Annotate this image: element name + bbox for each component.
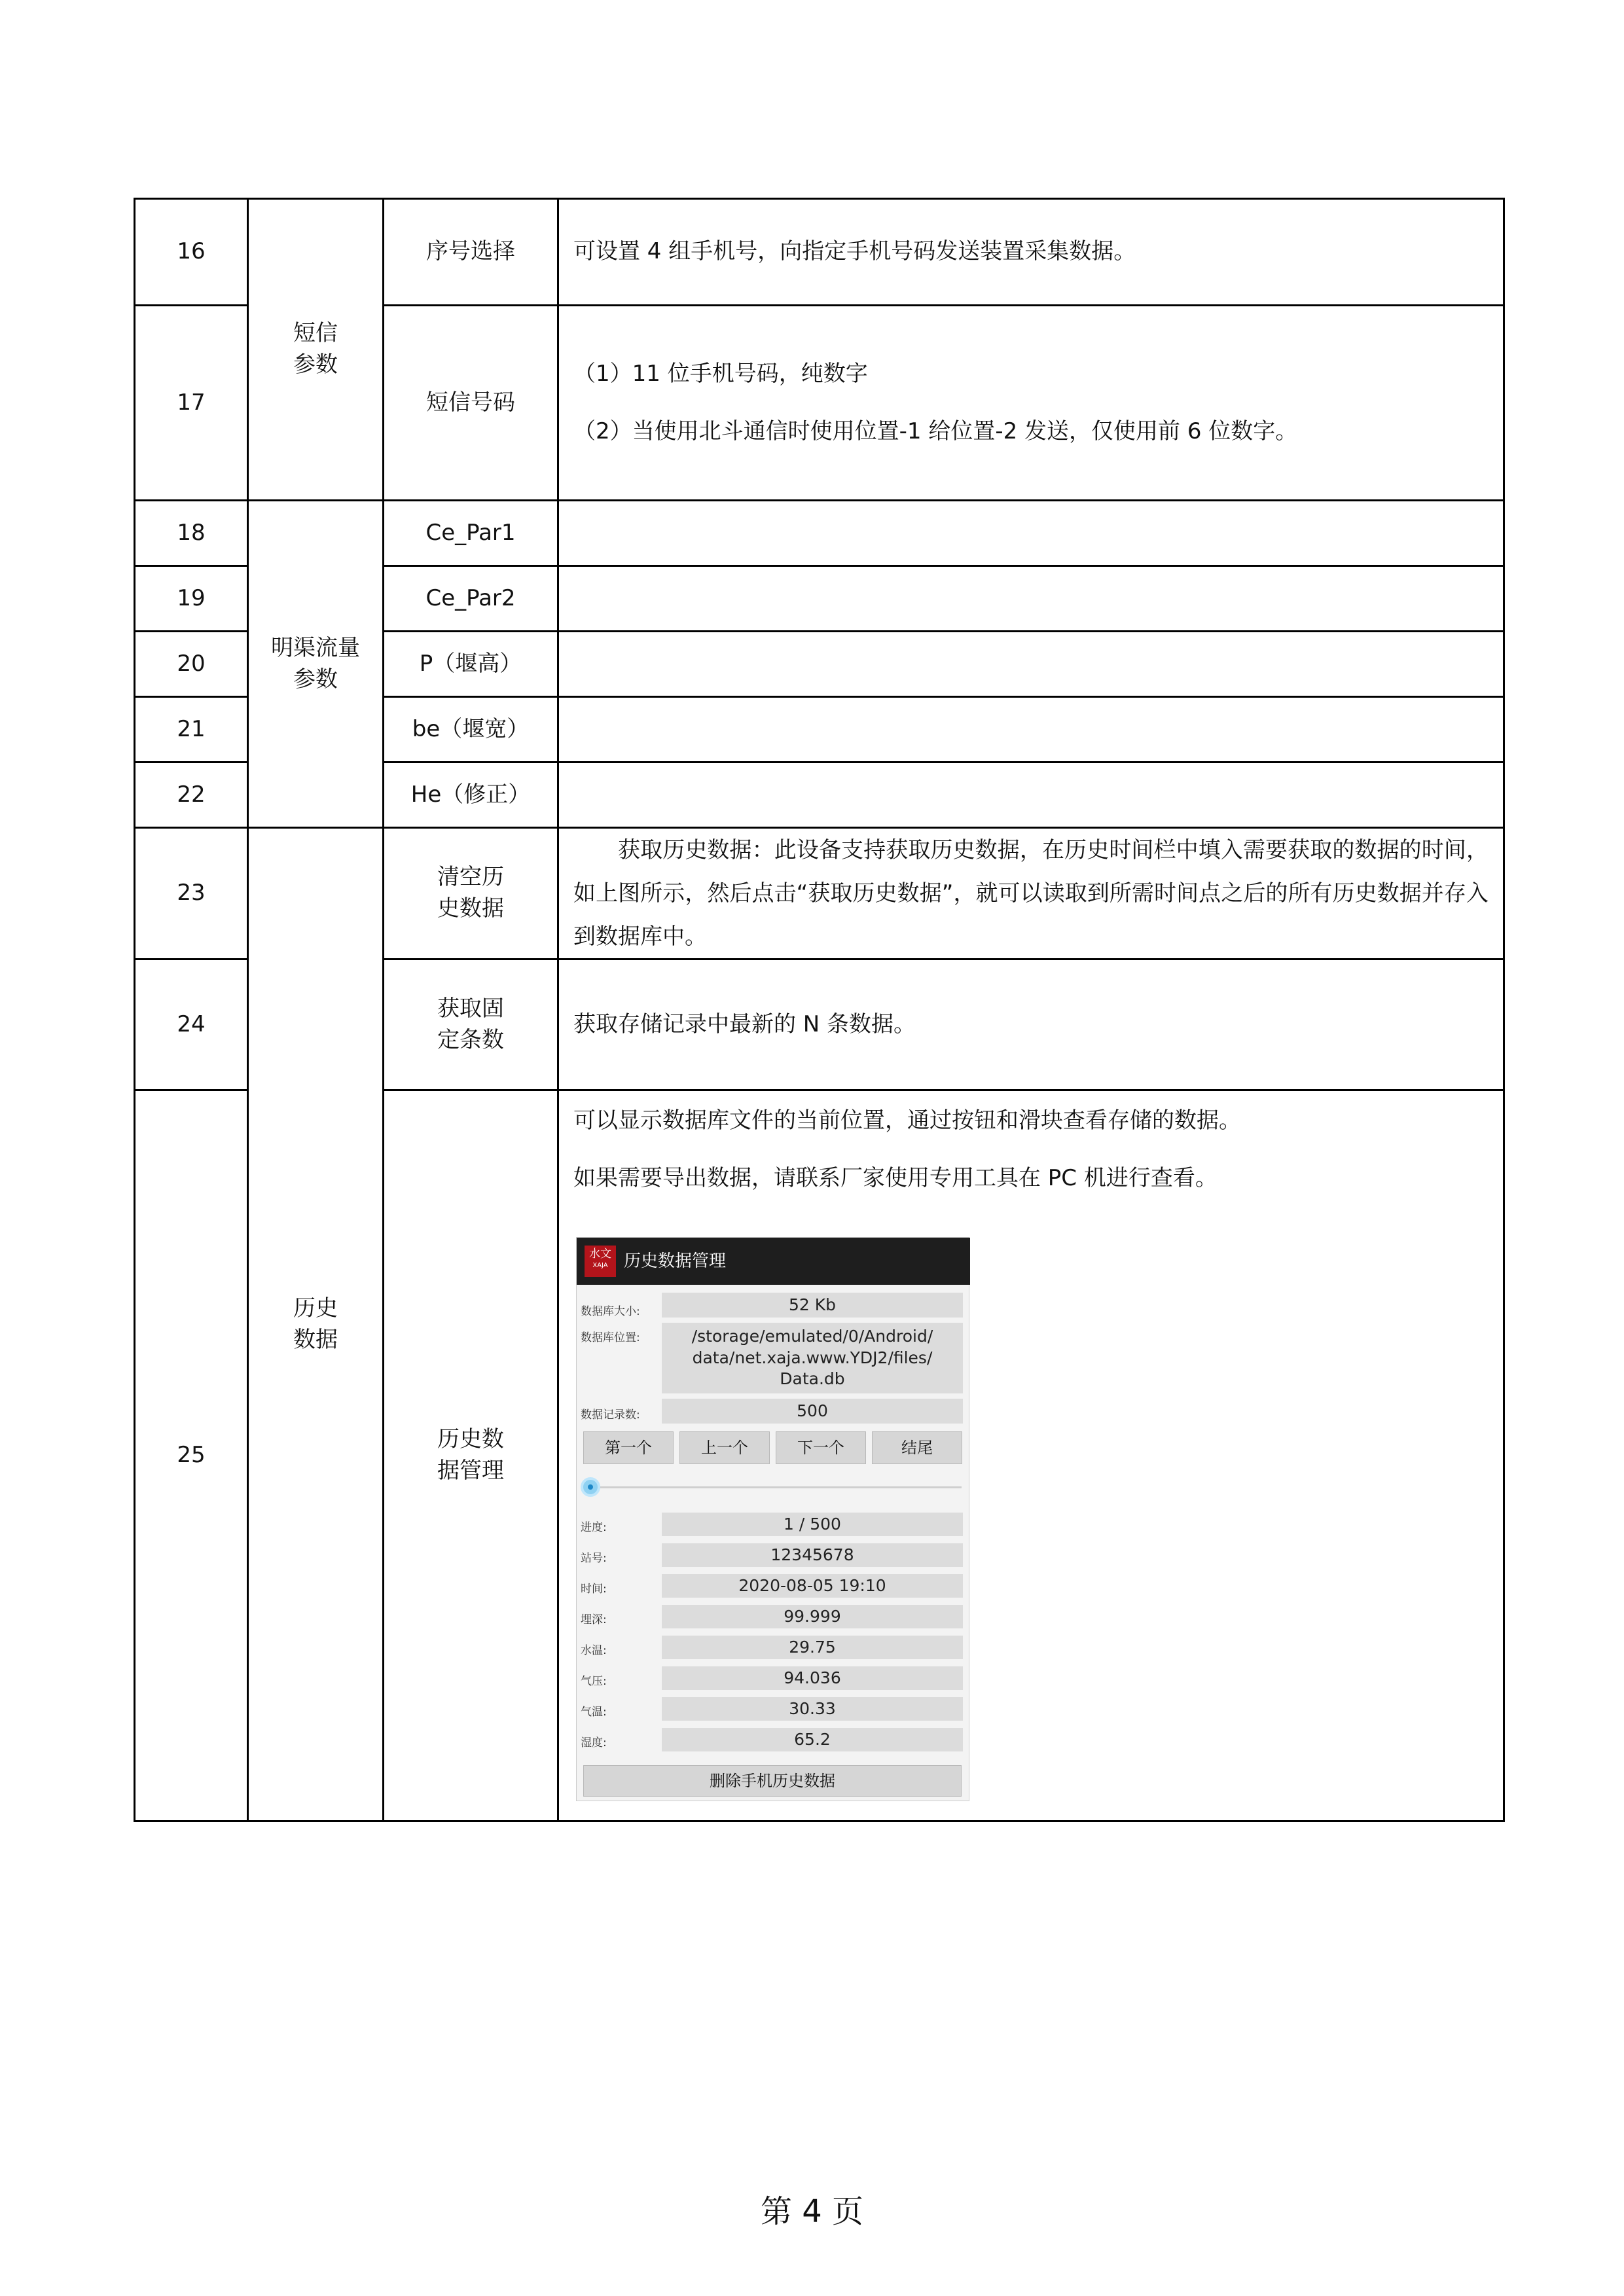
param-description (558, 828, 1504, 960)
row-number: 19 (135, 566, 248, 632)
param-description (558, 762, 1504, 828)
desc-line: 如果需要导出数据，请联系厂家使用专用工具在 PC 机进行查看。 (573, 1164, 1218, 1191)
param-description (558, 501, 1504, 566)
record-count-label: 数据记录数: (581, 1408, 640, 1422)
param-description (558, 632, 1504, 697)
param-name-line: 清空历 (437, 864, 504, 891)
param-description (558, 306, 1504, 501)
group-label: 历史 (293, 1295, 338, 1321)
app-title: 历史数据管理 (624, 1251, 727, 1271)
next-record-button[interactable]: 下一个 (776, 1431, 866, 1464)
field-value: 12345678 (662, 1543, 963, 1567)
param-name: He（修正） (384, 762, 558, 828)
row-number: 24 (135, 960, 248, 1090)
first-record-button[interactable]: 第一个 (583, 1431, 674, 1464)
field-label: 气压: (581, 1675, 607, 1688)
group-label: 参数 (293, 666, 338, 692)
param-name (384, 960, 558, 1090)
group-sms (248, 199, 384, 501)
table-row (135, 199, 1504, 306)
record-slider-thumb[interactable] (581, 1477, 600, 1497)
row-number: 16 (135, 199, 248, 306)
field-label: 站号: (581, 1552, 607, 1565)
row-number: 21 (135, 697, 248, 762)
last-record-button[interactable]: 结尾 (872, 1431, 962, 1464)
row-number: 22 (135, 762, 248, 828)
field-label: 进度: (581, 1521, 607, 1534)
param-description (558, 697, 1504, 762)
param-name-line: 据管理 (437, 1458, 504, 1484)
group-label: 参数 (293, 351, 338, 378)
param-name-line: 定条数 (437, 1026, 504, 1053)
logo-subtext: XAJA (592, 1262, 608, 1269)
desc-line: （1）11 位手机号码，纯数字 (573, 360, 868, 387)
group-label: 明渠流量 (271, 634, 360, 661)
param-name (384, 1090, 558, 1821)
field-label: 埋深: (581, 1613, 607, 1626)
param-name-line: 获取固 (437, 995, 504, 1022)
desc-line: （2）当使用北斗通信时使用位置-1 给位置-2 发送，仅使用前 6 位数字。 (573, 418, 1298, 444)
field-label: 水温: (581, 1644, 607, 1657)
db-location-value (662, 1323, 963, 1393)
param-name-line: 史数据 (437, 895, 504, 922)
group-label: 数据 (293, 1326, 338, 1353)
db-size-label: 数据库大小: (581, 1305, 640, 1318)
delete-history-button[interactable]: 删除手机历史数据 (583, 1765, 962, 1797)
field-value: 65.2 (662, 1728, 963, 1751)
field-value: 2020-08-05 19:10 (662, 1574, 963, 1598)
db-location-line: Data.db (780, 1369, 845, 1389)
field-value: 99.999 (662, 1605, 963, 1628)
row-number: 25 (135, 1090, 248, 1821)
desc-paragraph: 获取历史数据：此设备支持获取历史数据，在历史时间栏中填入需要获取的数据的时间，如上图所示，然后点击“获取历史数据”，就可以读取到所需时间点之后的所有历史数据并存入到数据库中。 (573, 837, 1489, 950)
field-value: 29.75 (662, 1636, 963, 1659)
app-logo (585, 1246, 616, 1277)
record-count-value: 500 (662, 1399, 963, 1424)
db-location-label: 数据库位置: (581, 1331, 640, 1344)
app-title-bar (577, 1238, 970, 1285)
field-value: 94.036 (662, 1666, 963, 1690)
param-name: P（堰高） (384, 632, 558, 697)
field-label: 时间: (581, 1583, 607, 1596)
group-open-channel-flow (248, 501, 384, 828)
group-history-data (248, 828, 384, 1821)
row-number: 18 (135, 501, 248, 566)
record-slider-track[interactable] (583, 1486, 962, 1488)
param-name: 短信号码 (384, 306, 558, 501)
row-number: 23 (135, 828, 248, 960)
table-row (135, 501, 1504, 566)
page-number: 第 4 页 (760, 2193, 864, 2230)
param-name: Ce_Par2 (384, 566, 558, 632)
param-name (384, 828, 558, 960)
row-number: 17 (135, 306, 248, 501)
param-name: be（堰宽） (384, 697, 558, 762)
param-description: 可设置 4 组手机号，向指定手机号码发送装置采集数据。 (558, 199, 1504, 306)
db-size-value: 52 Kb (662, 1293, 963, 1318)
table-row (135, 828, 1504, 960)
db-location-line: /storage/emulated/0/Android/ (691, 1327, 933, 1346)
previous-record-button[interactable]: 上一个 (679, 1431, 770, 1464)
field-label: 湿度: (581, 1736, 607, 1749)
param-description: 获取存储记录中最新的 N 条数据。 (558, 960, 1504, 1090)
param-name: Ce_Par1 (384, 501, 558, 566)
param-description (558, 566, 1504, 632)
param-name: 序号选择 (384, 199, 558, 306)
history-manager-screenshot (576, 1237, 969, 1801)
field-value: 30.33 (662, 1697, 963, 1721)
field-label: 气温: (581, 1706, 607, 1719)
row-number: 20 (135, 632, 248, 697)
desc-line: 可以显示数据库文件的当前位置，通过按钮和滑块查看存储的数据。 (573, 1107, 1241, 1134)
group-label: 短信 (293, 320, 338, 347)
db-location-line: data/net.xaja.www.YDJ2/files/ (692, 1348, 933, 1367)
field-value: 1 / 500 (662, 1513, 963, 1536)
param-name-line: 历史数 (437, 1426, 504, 1453)
logo-text: 水文 (589, 1247, 611, 1261)
